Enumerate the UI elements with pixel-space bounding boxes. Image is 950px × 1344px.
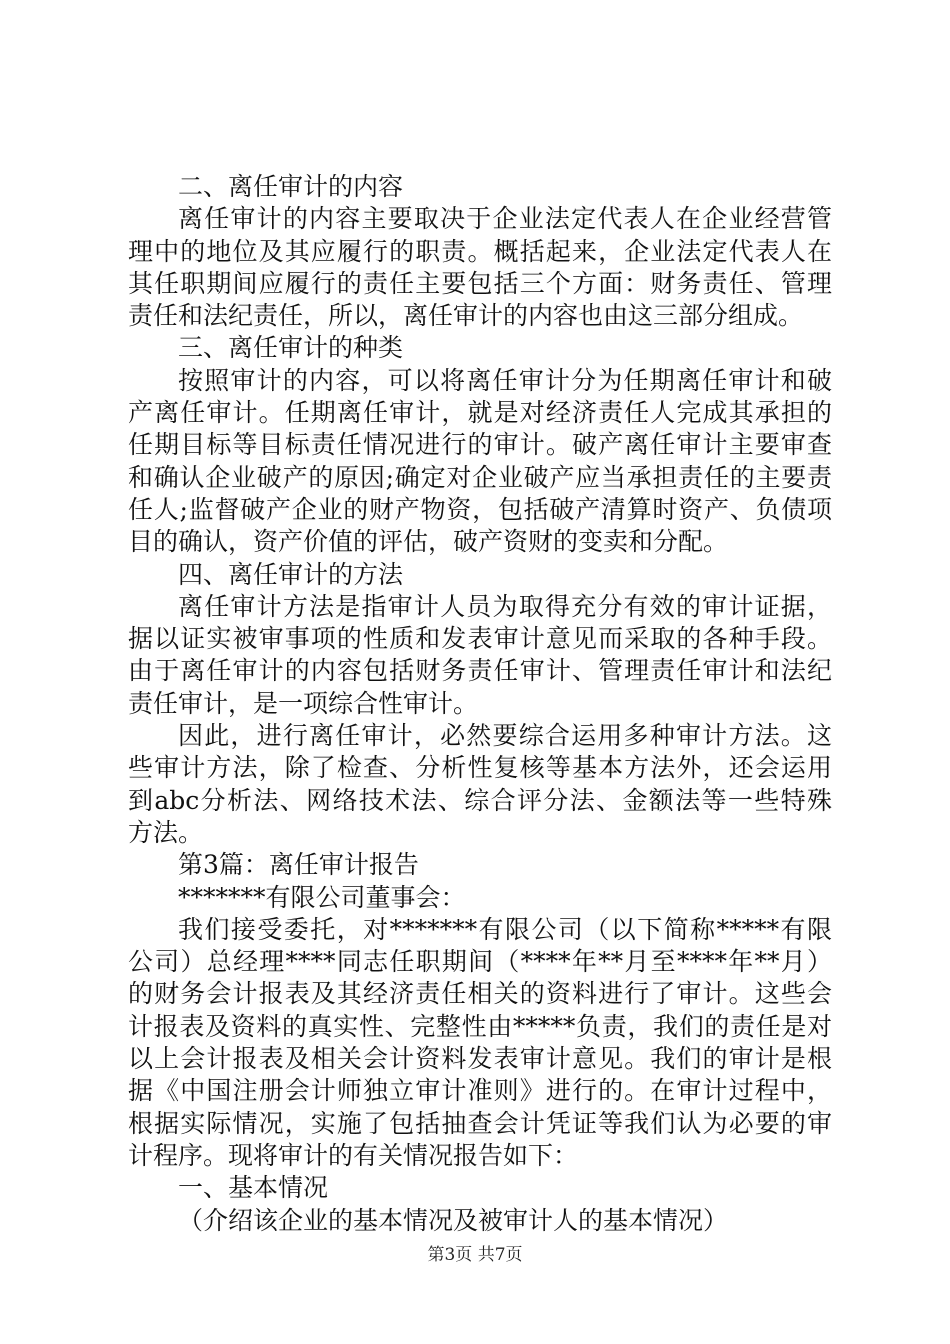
paragraph-line: 以上会计报表及相关会计资料发表审计意见。我们的审计是根	[128, 1044, 832, 1074]
section-heading: 四、离任审计的方法	[178, 559, 404, 589]
paragraph-line: 目的确认，资产价值的评估，破产资财的变卖和分配。	[128, 527, 729, 557]
paragraph-line: 根据实际情况，实施了包括抽查会计凭证等我们认为必要的审	[128, 1108, 832, 1138]
document-body	[128, 171, 832, 1237]
paragraph-line: 公司）总经理****同志任职期间（****年**月至****年**月）	[128, 947, 832, 977]
paragraph-line: 的财务会计报表及其经济责任相关的资料进行了审计。这些会	[128, 979, 832, 1009]
paragraph-line: 离任审计方法是指审计人员为取得充分有效的审计证据，	[178, 591, 832, 621]
paragraph-line: 我们接受委托，对*******有限公司（以下简称*****有限	[178, 914, 832, 944]
paragraph-line: 计程序。现将审计的有关情况报告如下：	[128, 1140, 579, 1170]
page-number: 第3页 共7页	[427, 1245, 523, 1265]
article-title: 第3篇：离任审计报告	[178, 850, 419, 880]
paragraph-line: 据《中国注册会计师独立审计准则》进行的。在审计过程中，	[128, 1076, 832, 1106]
paragraph-line: 理中的地位及其应履行的职责。概括起来，企业法定代表人在	[128, 236, 832, 266]
paragraph-line: 计报表及资料的真实性、完整性由*****负责，我们的责任是对	[128, 1011, 832, 1041]
paragraph-line: 据以证实被审事项的性质和发表审计意见而采取的各种手段。	[128, 624, 832, 654]
section-heading: 三、离任审计的种类	[178, 333, 404, 363]
section-heading: 一、基本情况	[178, 1173, 329, 1203]
paragraph-line: （介绍该企业的基本情况及被审计人的基本情况）	[178, 1205, 729, 1235]
paragraph-line: 其任职期间应履行的责任主要包括三个方面：财务责任、管理	[128, 268, 832, 298]
paragraph-line: 因此，进行离任审计，必然要综合运用多种审计方法。这	[178, 721, 832, 751]
paragraph-line: 责任和法纪责任，所以，离任审计的内容也由这三部分组成。	[128, 301, 804, 331]
paragraph-line: 由于离任审计的内容包括财务责任审计、管理责任审计和法纪	[128, 656, 832, 686]
paragraph-line: 任期目标等目标责任情况进行的审计。破产离任审计主要审查	[128, 430, 832, 460]
paragraph-line: 方法。	[128, 817, 204, 847]
paragraph-line: 到abc分析法、网络技术法、综合评分法、金额法等一些特殊	[128, 785, 832, 815]
paragraph-line: 按照审计的内容，可以将离任审计分为任期离任审计和破	[178, 365, 832, 395]
addressee-line: *******有限公司董事会：	[178, 882, 466, 912]
paragraph-line: 离任审计的内容主要取决于企业法定代表人在企业经营管	[178, 204, 832, 234]
paragraph-line: 产离任审计。任期离任审计，就是对经济责任人完成其承担的	[128, 398, 832, 428]
paragraph-line: 任人;监督破产企业的财产物资，包括破产清算时资产、负债项	[128, 494, 832, 524]
paragraph-line: 些审计方法，除了检查、分析性复核等基本方法外，还会运用	[128, 753, 832, 783]
paragraph-line: 责任审计，是一项综合性审计。	[128, 688, 479, 718]
paragraph-line: 和确认企业破产的原因;确定对企业破产应当承担责任的主要责	[128, 462, 832, 492]
section-heading: 二、离任审计的内容	[178, 172, 404, 201]
